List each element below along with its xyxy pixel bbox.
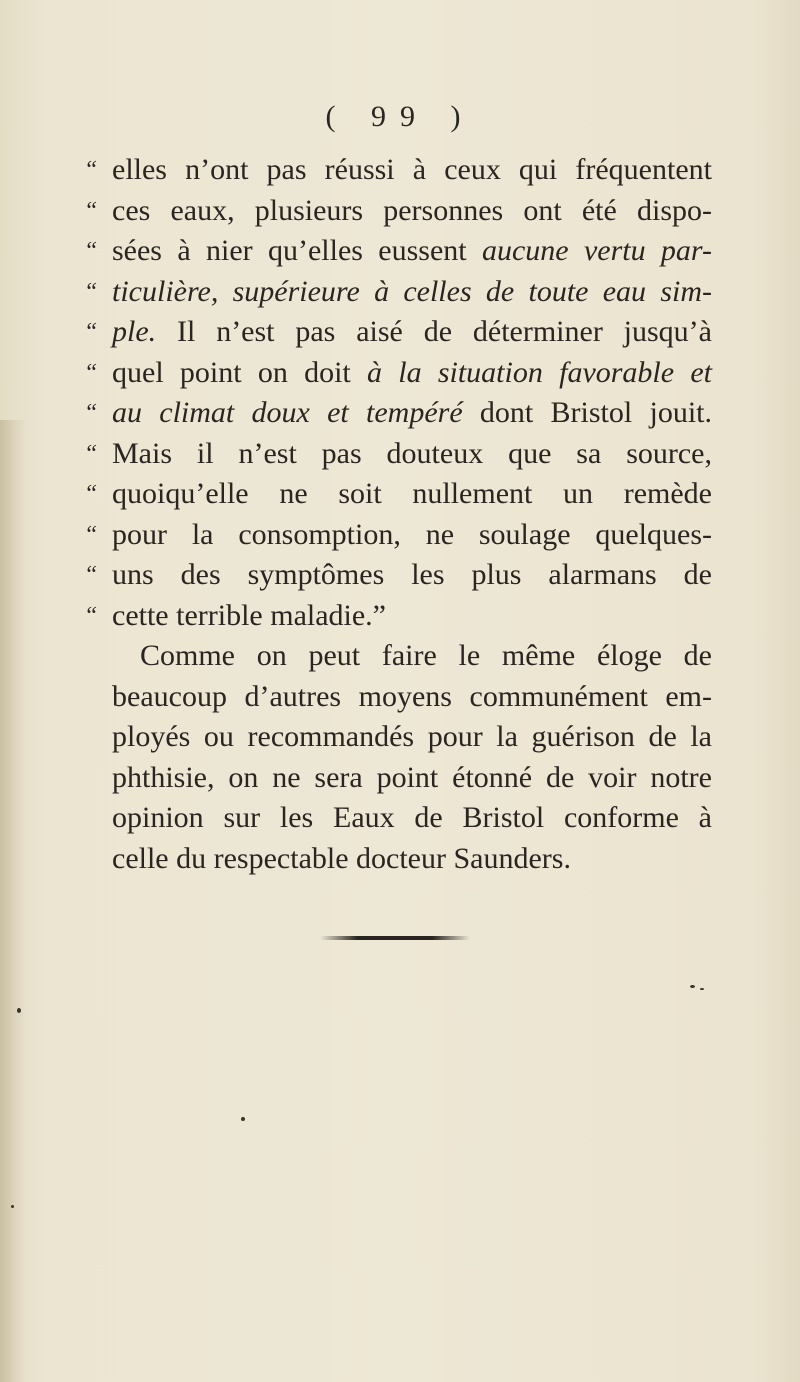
- quote-mark: “: [84, 359, 98, 386]
- quote-mark: “: [84, 400, 98, 426]
- quote-mark: “: [84, 278, 98, 305]
- italic-text: aucune vertu par-: [481, 234, 713, 267]
- line-text: celle du respectable docteur Saunders.: [112, 841, 571, 875]
- text-line: [84, 555, 712, 596]
- quote-mark: “: [84, 562, 98, 588]
- italic-text: ticulière, supérieure à celles de toute eau sim-: [112, 274, 712, 308]
- text-line: [84, 312, 712, 353]
- ink-speck: [17, 1008, 21, 1013]
- text-line: [84, 393, 712, 434]
- text-line: [84, 596, 712, 637]
- line-text: Mais il n’est pas douteux que sa source,: [112, 436, 712, 470]
- ink-speck: [241, 1117, 245, 1121]
- text-line: [112, 636, 712, 677]
- quote-mark: “: [84, 481, 98, 507]
- line-text: dont Bristol jouit.: [462, 396, 712, 429]
- text-line: [112, 677, 712, 718]
- line-text: elles n’ont pas réussi à ceux qui fréquentent: [112, 153, 712, 186]
- quote-mark: “: [84, 157, 98, 183]
- line-text: ployés ou recommandés pour la guérison de la: [112, 720, 712, 753]
- line-text: ces eaux, plusieurs personnes ont été dispo-: [112, 193, 712, 227]
- line-text: uns des symptômes les plus alarmans de: [112, 558, 712, 591]
- quote-mark: “: [84, 319, 98, 345]
- text-line: [112, 717, 712, 758]
- line-text: Comme on peut faire le même éloge de: [140, 639, 712, 672]
- end-rule-ornament: [320, 936, 470, 940]
- quote-mark: “: [84, 238, 98, 264]
- text-line: [84, 150, 712, 191]
- body-text: [84, 150, 713, 879]
- ink-speck: [690, 985, 695, 988]
- quote-mark: “: [84, 602, 98, 629]
- text-line: [84, 515, 712, 556]
- text-line: [84, 353, 712, 394]
- text-line: [112, 839, 712, 880]
- text-line: [84, 191, 712, 232]
- page-gutter-shadow: [0, 420, 26, 1382]
- quote-mark: “: [84, 521, 98, 548]
- text-line: [112, 798, 712, 839]
- quote-mark: “: [84, 197, 98, 224]
- italic-text: ple.: [112, 315, 157, 348]
- text-line: [84, 231, 713, 272]
- text-line: [84, 474, 712, 515]
- quote-mark: “: [84, 440, 98, 467]
- italic-text: à la situation favorable et: [367, 355, 712, 389]
- line-text: pour la consomption, ne soulage quelques-: [112, 517, 712, 551]
- line-text: beaucoup d’autres moyens communément em-: [112, 679, 712, 713]
- text-line: [84, 272, 712, 313]
- line-text: quoiqu’elle ne soit nullement un remède: [112, 477, 712, 510]
- text-line: [112, 758, 712, 799]
- line-text: sées à nier qu’elles eussent: [112, 234, 482, 267]
- text-line: [84, 434, 712, 475]
- line-text: cette terrible maladie.”: [112, 598, 386, 632]
- italic-text: au climat doux et tempéré: [112, 396, 463, 429]
- ink-speck: [11, 1205, 14, 1208]
- line-text: quel point on doit: [112, 355, 367, 389]
- page-number: ( 99 ): [325, 100, 475, 133]
- line-text: phthisie, on ne sera point étonné de voir notre: [112, 760, 712, 794]
- line-text: opinion sur les Eaux de Bristol conforme à: [112, 801, 712, 834]
- ink-speck: [700, 988, 704, 990]
- line-text: Il n’est pas aisé de déterminer jusqu’à: [156, 315, 712, 348]
